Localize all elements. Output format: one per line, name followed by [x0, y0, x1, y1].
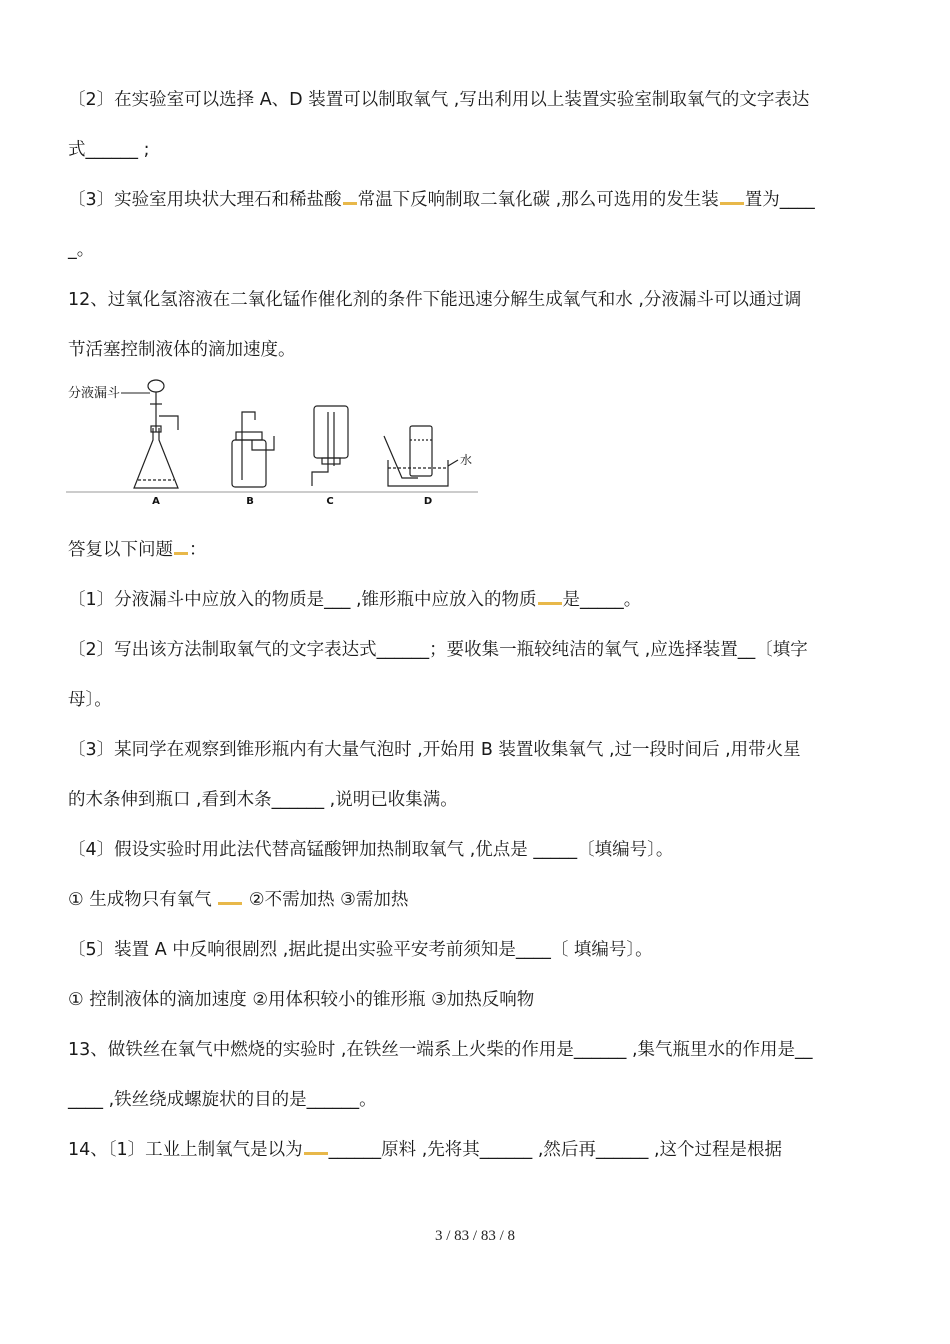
text: 答复以下问题: [68, 540, 173, 560]
text: 〔1〕分液漏斗中应放入的物质是___ ,锥形瓶中应放入的物质: [68, 590, 537, 610]
text: ②不需加热 ③需加热: [243, 890, 409, 910]
line-q2b: [68, 138, 149, 162]
text: _。: [68, 240, 95, 260]
line-p5-options: [68, 988, 534, 1012]
line-14: [68, 1138, 782, 1162]
highlight-mark: [538, 602, 562, 605]
line-p3a: [68, 738, 801, 762]
water-label: 水: [460, 453, 473, 467]
line-p4-options: [68, 888, 408, 912]
line-13b: [68, 1088, 377, 1112]
text: ：: [189, 540, 207, 560]
line-12b: [68, 338, 296, 362]
line-p2b: [68, 688, 112, 712]
highlight-mark: [343, 202, 357, 205]
text: 12、过氧化氢溶液在二氧化锰作催化剂的条件下能迅速分解生成氧气和水 ,分液漏斗可以通过调: [68, 290, 802, 310]
text: 母〕。: [68, 690, 112, 710]
line-q3b: [68, 238, 94, 262]
apparatus-figure: [66, 376, 478, 508]
label-a: A: [152, 496, 160, 507]
text: 〔3〕实验室用块状大理石和稀盐酸: [68, 190, 342, 210]
text: 〔2〕在实验室可以选择 A、D 装置可以制取氧气 ,写出利用以上装置实验室制取氧气的文字表达: [68, 90, 810, 110]
line-p1: [68, 588, 641, 612]
page-footer: 3 / 83 / 83 / 8: [434, 1228, 515, 1244]
text: 的木条伸到瓶口 ,看到木条______ ,说明已收集满。: [68, 790, 458, 810]
line-12a: [68, 288, 801, 312]
text: ① 控制液体的滴加速度 ②用体积较小的锥形瓶 ③加热反响物: [68, 990, 535, 1010]
text: 〔2〕写出该方法制取氧气的文字表达式______；要收集一瓶较纯洁的氧气 ,应选择装置__〔填字: [68, 640, 808, 660]
text: ____ ,铁丝绕成螺旋状的目的是______。: [68, 1090, 377, 1110]
text: ______原料 ,先将其______ ,然后再______ ,这个过程是根据: [328, 1140, 783, 1160]
text: 置为____: [744, 190, 815, 210]
text: ① 生成物只有氧气: [68, 890, 212, 910]
highlight-mark: [174, 552, 188, 555]
highlight-mark: [218, 902, 242, 905]
label-c: C: [326, 496, 334, 507]
text: 节活塞控制液体的滴加速度。: [68, 340, 296, 360]
apparatus-d: [384, 426, 458, 486]
line-q3a: [68, 188, 815, 212]
label-b: B: [246, 496, 254, 507]
text: 式______ ;: [68, 140, 150, 160]
apparatus-c: [312, 406, 348, 486]
apparatus-b: [232, 412, 274, 487]
line-q2a: [68, 88, 809, 112]
highlight-mark: [720, 202, 744, 205]
text: 是_____。: [562, 590, 642, 610]
line-p5: [68, 938, 653, 962]
line-answer: [68, 538, 207, 562]
line-p3b: [68, 788, 458, 812]
text: 〔3〕某同学在观察到锥形瓶内有大量气泡时 ,开始用 B 装置收集氧气 ,过一段时间后 ,用带火星: [68, 740, 801, 760]
text: 常温下反响制取二氧化碳 ,那么可选用的发生装: [357, 190, 719, 210]
funnel-label: 分液漏斗: [68, 386, 121, 401]
line-p4: [68, 838, 673, 862]
label-d: D: [423, 496, 433, 507]
line-13a: [68, 1038, 813, 1062]
text: 〔5〕装置 A 中反响很剧烈 ,据此提出实验平安考前须知是____〔 填编号〕。: [68, 940, 653, 960]
text: 13、做铁丝在氧气中燃烧的实验时 ,在铁丝一端系上火柴的作用是______ ,集气瓶里水的作用是__: [68, 1040, 813, 1060]
apparatus-a: [134, 380, 178, 488]
highlight-mark: [304, 1152, 328, 1155]
text: 〔4〕假设实验时用此法代替高锰酸钾加热制取氧气 ,优点是 _____〔填编号〕。: [68, 840, 674, 860]
line-p2a: [68, 638, 808, 662]
text: 14、〔1〕工业上制氧气是以为: [68, 1140, 303, 1160]
